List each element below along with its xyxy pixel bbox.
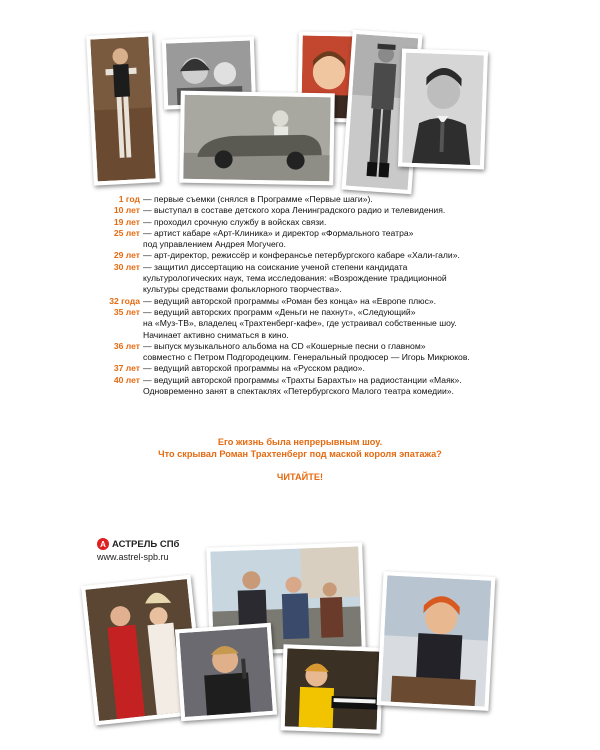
- bio-age: 37 лет: [113, 363, 140, 374]
- bio-age: 36 лет: [113, 340, 140, 351]
- photo-young-man-in-tie: [398, 49, 488, 170]
- bio-text-continuation: под управлением Андрея Могучего.: [143, 239, 286, 250]
- bio-text-continuation: совместно с Петром Подгородецким. Генеральный продюсер — Игорь Микрюков.: [143, 352, 470, 363]
- bio-entry: [96, 296, 516, 307]
- photo-man-at-piano: [281, 644, 384, 733]
- bio-entry: [96, 194, 516, 205]
- bio-text-continuation: на «Муз-ТВ», владелец «Трахтенберг-кафе», где устраивал собственные шоу.: [143, 318, 457, 329]
- bio-text: — артист кабаре «Арт-Клиника» и директор «Формального театра»: [143, 227, 414, 238]
- publisher-url[interactable]: www.astrel-spb.ru: [97, 552, 169, 562]
- bio-text-continuation: Одновременно занят в спектаклях «Петербургского Малого театра комедии».: [143, 386, 454, 397]
- bio-age: 30 лет: [113, 261, 140, 272]
- biography-timeline: [96, 194, 516, 397]
- bio-entry: [96, 307, 516, 318]
- bio-text: — выступал в составе детского хора Ленинградского радио и телевидения.: [143, 205, 446, 216]
- publisher-block: [97, 538, 179, 562]
- teaser-line-1: Его жизнь была непрерывным шоу.: [217, 437, 383, 447]
- photo-child-in-costume: [86, 32, 160, 185]
- bio-text: — проходил срочную службу в войсках связи.: [143, 216, 327, 227]
- bio-age: 10 лет: [113, 205, 140, 216]
- bio-entry: [96, 217, 516, 228]
- bio-entry: [96, 250, 516, 261]
- photo-child-in-toy-car: [179, 91, 335, 186]
- bio-entry: [96, 262, 516, 273]
- photo-performer-with-microphone: [175, 623, 277, 721]
- bio-text: — первые съемки (снялся в Программе «Первые шаги»).: [143, 194, 373, 204]
- bio-text: — ведущий авторской программы «Роман без конца» на «Европе плюс».: [143, 295, 437, 306]
- bio-entry: [96, 228, 516, 239]
- bio-age: 32 года: [109, 295, 140, 306]
- bio-entry: [96, 363, 516, 374]
- bio-age: 40 лет: [113, 374, 140, 385]
- bio-age: 19 лет: [113, 216, 140, 227]
- bio-text: — ведущий авторской программы на «Русском радио».: [143, 363, 365, 374]
- teaser-line-2: Что скрывал Роман Трахтенберг под маской короля эпатажа?: [158, 449, 442, 459]
- bio-age: 35 лет: [113, 306, 140, 317]
- publisher-name: АСТРЕЛЬ СПб: [112, 538, 180, 550]
- bio-entry: [96, 375, 516, 386]
- bio-age: 1 год: [118, 194, 140, 204]
- bio-age: 29 лет: [113, 250, 140, 261]
- bio-text-continuation: Начинает активно сниматься в кино.: [143, 329, 289, 340]
- bio-text: — ведущий авторских программ «Деньги не пахнут», «Следующий»: [143, 306, 416, 317]
- bio-text: — ведущий авторской программы «Трахты Барахты» на радиостанции «Маяк».: [143, 374, 462, 385]
- bio-age: 25 лет: [113, 227, 140, 238]
- bio-text-continuation: культурологических наук, тема исследования: «Возрождение традиционной: [143, 273, 447, 284]
- publisher-logo-icon: А: [97, 538, 109, 550]
- bio-entry: [96, 341, 516, 352]
- bio-text-continuation: культуры средствами фольклорного творчества».: [143, 284, 342, 295]
- bio-text: — защитил диссертацию на соискание ученой степени кандидата: [143, 261, 408, 272]
- read-call-to-action: ЧИТАЙТЕ!: [276, 472, 324, 482]
- photo-man-writing: [377, 571, 496, 711]
- bio-entry: [96, 205, 516, 216]
- bio-text: — выпуск музыкального альбома на CD «Кошерные песни о главном»: [143, 340, 426, 351]
- bio-text: — арт-директор, режиссёр и конферансье петербургского кабаре «Хали-гали».: [143, 250, 460, 261]
